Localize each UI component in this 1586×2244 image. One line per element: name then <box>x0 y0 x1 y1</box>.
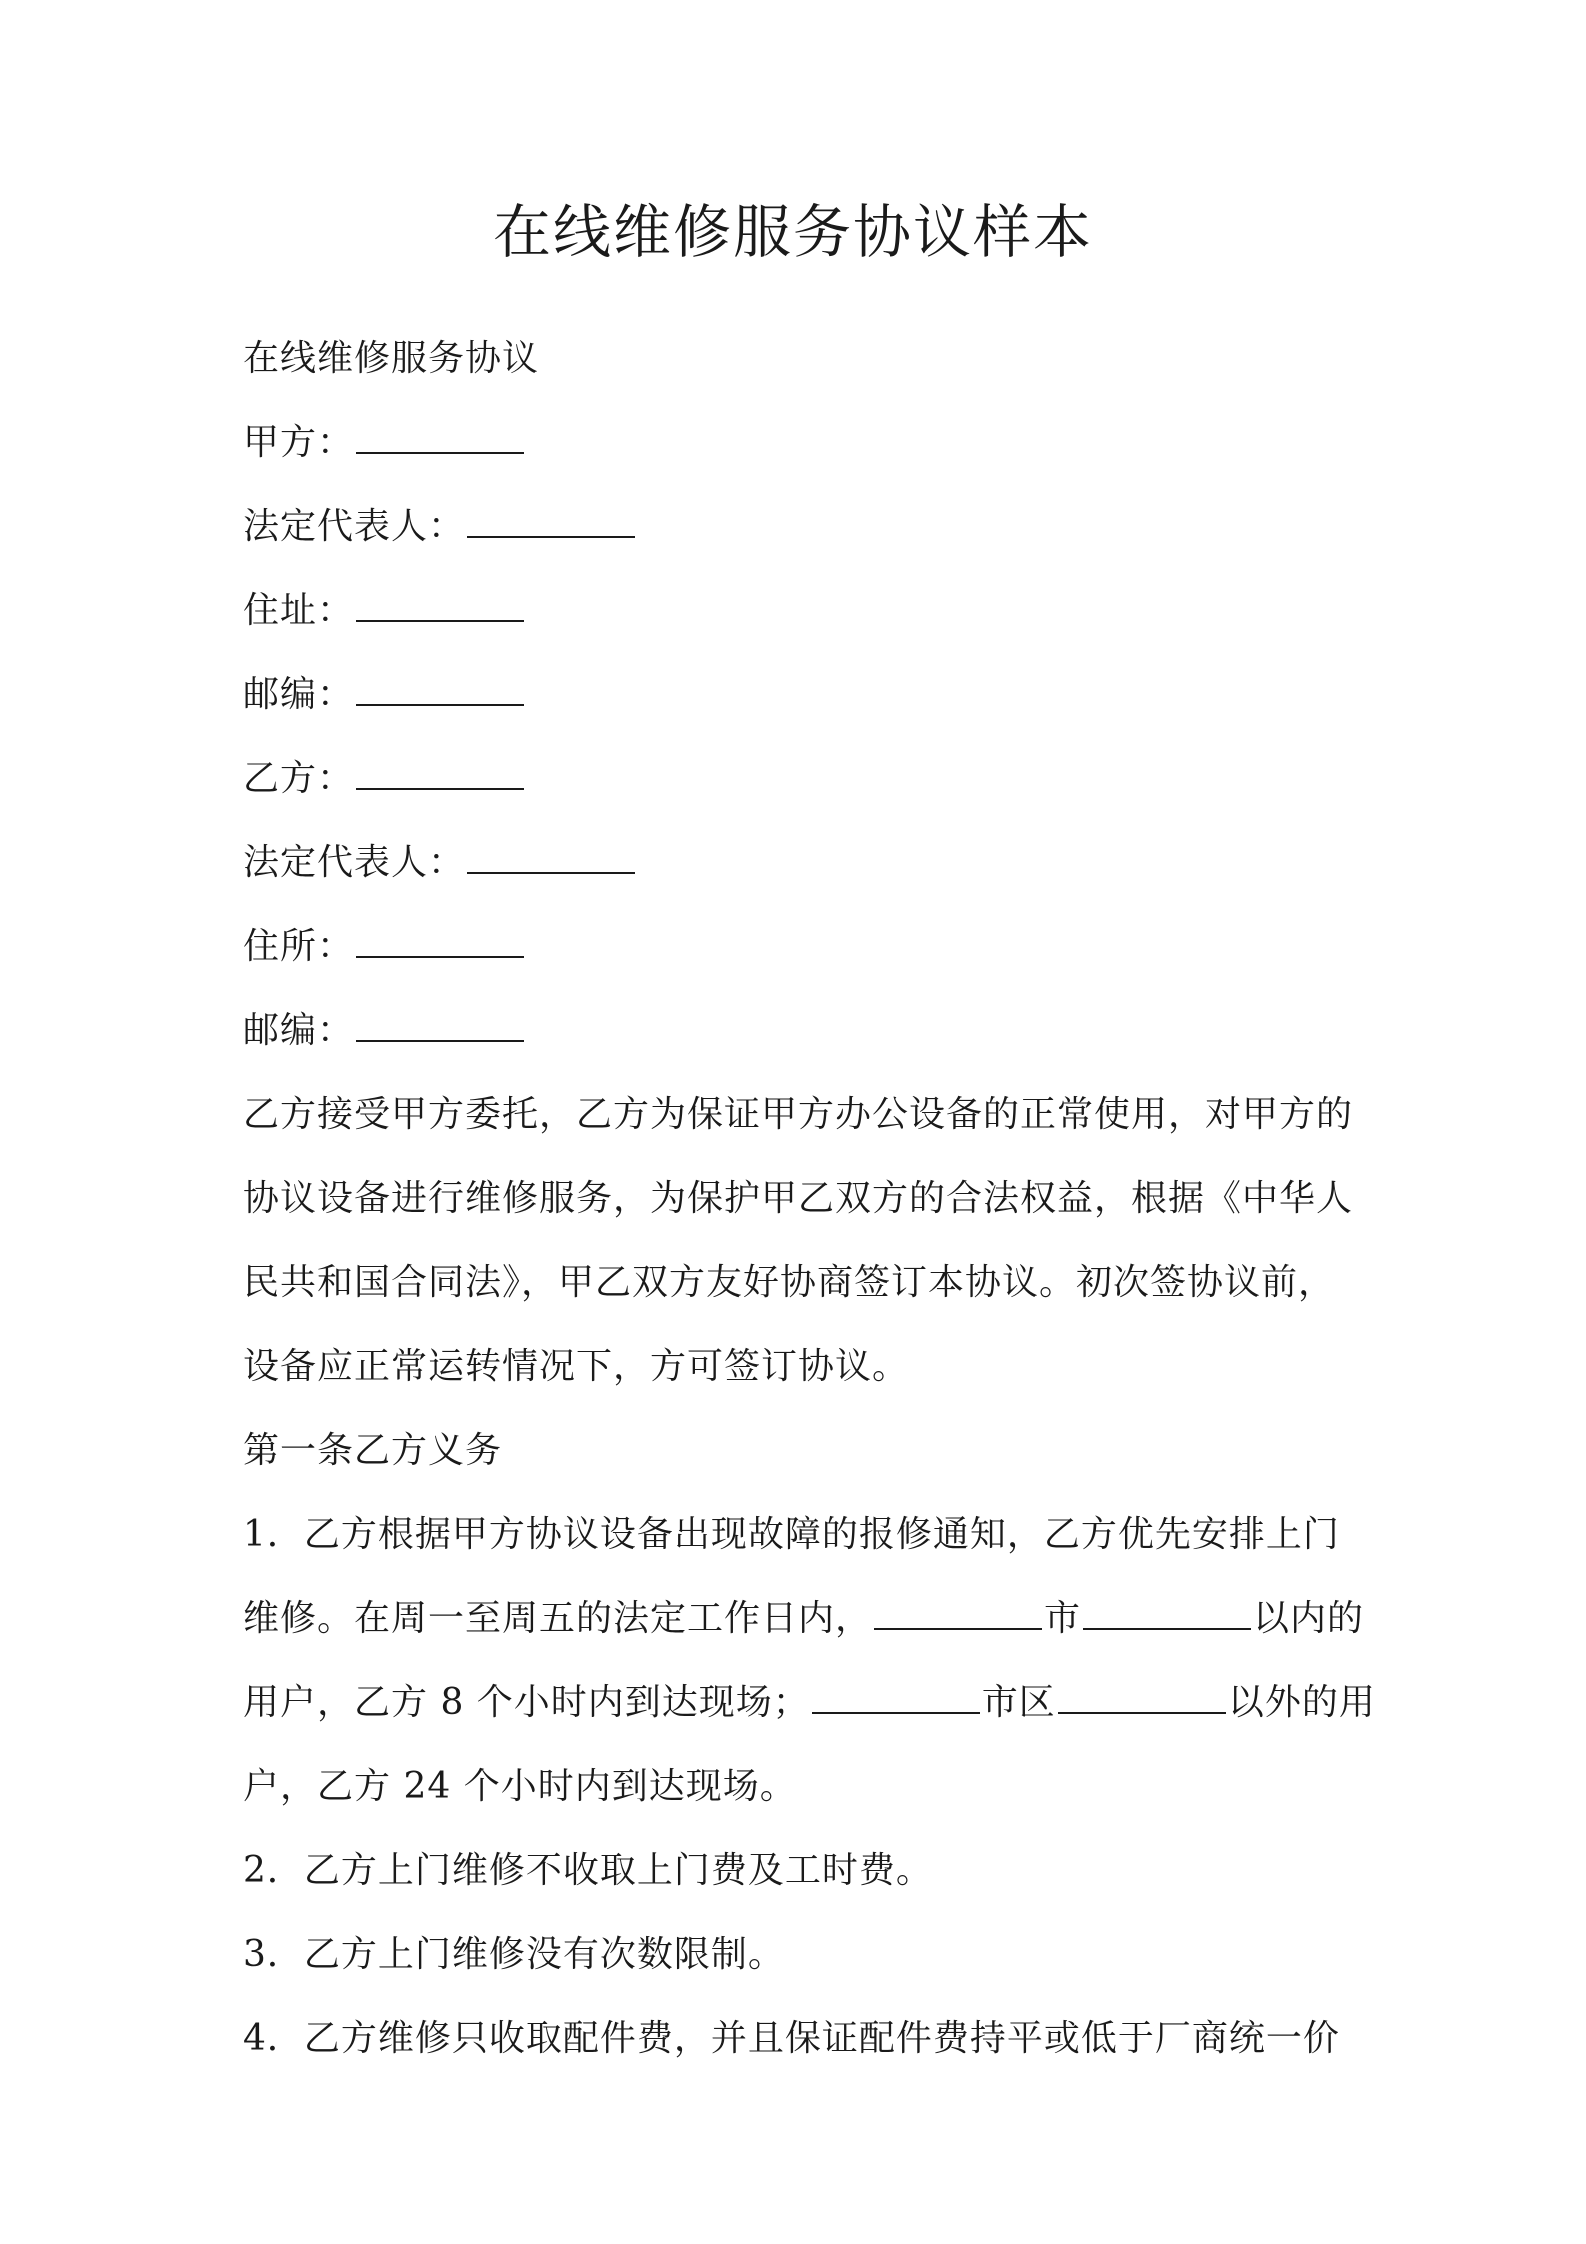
party-a-postcode-blank <box>356 674 524 706</box>
party-a-address-label: 住址： <box>243 590 355 631</box>
party-a-postcode-line <box>243 667 526 723</box>
article-1-item-1-line-2 <box>243 1591 1364 1647</box>
item-1-text-a: 维修。在周一至周五的法定工作日内， <box>243 1598 873 1639</box>
preamble-line-1: 乙方接受甲方委托，乙方为保证甲方办公设备的正常使用，对甲方的 <box>243 1094 1354 1135</box>
party-b-address-label: 住所： <box>243 926 355 967</box>
party-b-rep-label: 法定代表人： <box>243 842 466 883</box>
article-1-item-3: 3．乙方上门维修没有次数限制。 <box>243 1934 785 1975</box>
article-1-item-1-line-3 <box>243 1675 1376 1731</box>
district-blank <box>1058 1682 1226 1714</box>
party-b-address-line <box>243 919 526 975</box>
document-title: 在线维修服务协议样本 <box>492 198 1093 266</box>
article-1-item-1-line-1: 1．乙方根据甲方协议设备出现故障的报修通知，乙方优先安排上门 <box>243 1514 1340 1555</box>
party-b-rep-line <box>243 835 637 891</box>
article-1-item-2: 2．乙方上门维修不收取上门费及工时费。 <box>243 1850 933 1891</box>
preamble-line-2: 协议设备进行维修服务，为保护甲乙双方的合法权益，根据《中华人 <box>243 1178 1354 1219</box>
party-a-rep-label: 法定代表人： <box>243 506 466 547</box>
party-b-postcode-label: 邮编： <box>243 1010 355 1051</box>
item-1-text-e: 市区 <box>981 1682 1056 1723</box>
item-1-text-b: 市 <box>1044 1598 1082 1639</box>
party-b-postcode-line <box>243 1003 526 1059</box>
party-a-postcode-label: 邮编： <box>243 674 355 715</box>
article-1-item-4: 4．乙方维修只收取配件费，并且保证配件费持平或低于厂商统一价 <box>243 2018 1340 2059</box>
agreement-subtitle: 在线维修服务协议 <box>243 338 540 379</box>
city-blank <box>874 1598 1042 1630</box>
party-a-name-line <box>243 415 526 471</box>
party-a-rep-line <box>243 499 637 555</box>
item-1-text-d: 用户，乙方 8 个小时内到达现场； <box>243 1682 810 1723</box>
party-b-postcode-blank <box>356 1010 524 1042</box>
item-1-text-c: 以内的 <box>1253 1598 1365 1639</box>
preamble-line-3: 民共和国合同法》，甲乙双方友好协商签订本协议。初次签协议前， <box>243 1262 1336 1303</box>
article-1-heading: 第一条乙方义务 <box>243 1430 503 1471</box>
item-1-text-f: 以外的用 <box>1227 1682 1376 1723</box>
article-1-item-1-line-4: 户，乙方 24 个小时内到达现场。 <box>243 1766 797 1807</box>
party-b-name-label: 乙方： <box>243 758 355 799</box>
city-blank-2 <box>812 1682 980 1714</box>
party-a-name-label: 甲方： <box>243 422 355 463</box>
party-b-name-blank <box>356 758 524 790</box>
party-a-name-blank <box>356 422 524 454</box>
party-b-rep-blank <box>467 842 635 874</box>
party-a-rep-blank <box>467 506 635 538</box>
party-b-name-line <box>243 751 526 807</box>
range-blank <box>1083 1598 1251 1630</box>
party-a-address-blank <box>356 590 524 622</box>
party-a-address-line <box>243 583 526 639</box>
party-b-address-blank <box>356 926 524 958</box>
preamble-line-4: 设备应正常运转情况下，方可签订协议。 <box>243 1346 910 1387</box>
